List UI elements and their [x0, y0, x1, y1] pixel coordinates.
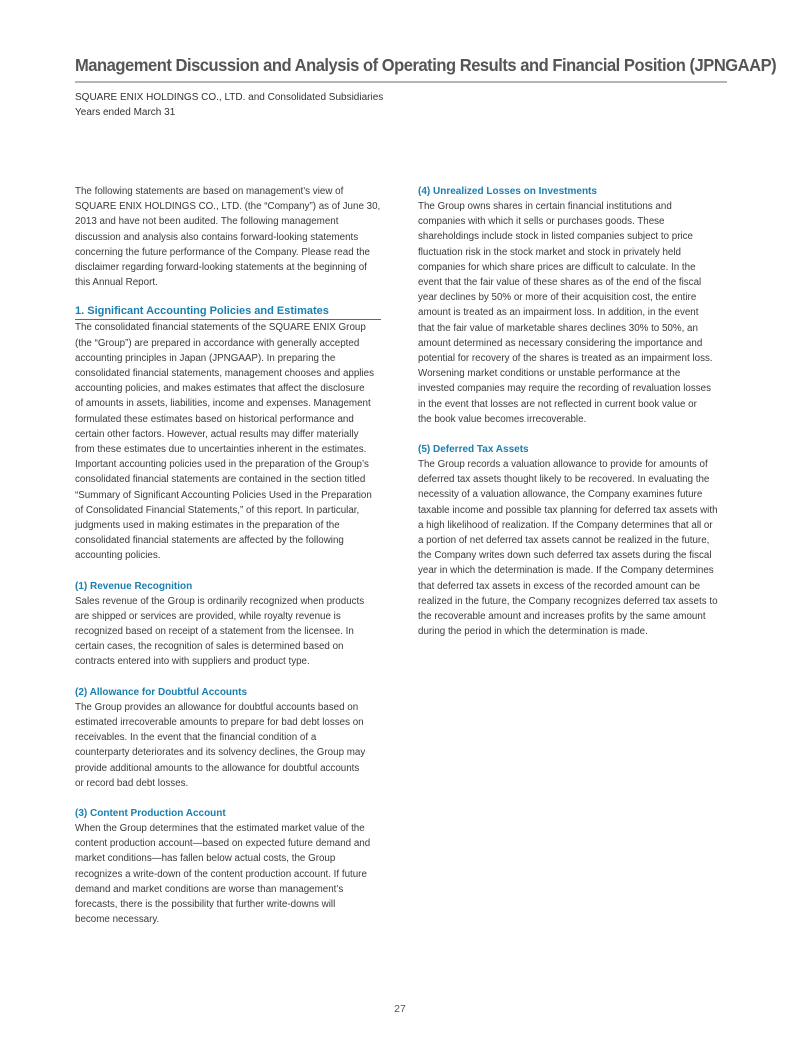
subsection-heading-revenue-recognition: (1) Revenue Recognition	[75, 580, 193, 592]
subsection-body-doubtful-accounts: The Group provides an allowance for doubtful accounts based on estimated irrecoverable amounts to prepare for bad debt losses on receivables. In the event that the financial condition of a counterparty deteriorates and its solvency declines, the Group may provide additional amounts to the allowance for doubtful accounts or record bad debt losses.	[75, 701, 366, 789]
subsection-heading-deferred-tax: (5) Deferred Tax Assets	[418, 444, 529, 456]
left-column	[75, 184, 385, 927]
page-header	[75, 53, 777, 120]
title-divider	[75, 81, 727, 83]
subsection-heading-content-production: (3) Content Production Account	[75, 807, 226, 819]
page-title: Management Discussion and Analysis of Operating Results and Financial Position (JPNGAAP)	[75, 55, 777, 75]
subsection-body-revenue-recognition: Sales revenue of the Group is ordinarily recognized when products are shipped or services are provided, while royalty revenue is recognized based on receipt of a statement from the licensee. In certain cases, the recognition of sales is determined based on contracts entered into with suppliers and product type.	[75, 595, 365, 668]
page-number: 27	[394, 1003, 406, 1015]
company-name: SQUARE ENIX HOLDINGS CO., LTD. and Consolidated Subsidiaries	[75, 92, 384, 103]
subsection-body-content-production: When the Group determines that the estimated market value of the content production account—based on expected future demand and market conditions—has fallen below actual costs, the Group recognizes a write-down of the content production account. If future demand and market conditions are worse than management’s forecasts, there is the possibility that further write-downs will become necessary.	[75, 822, 371, 926]
section-heading-accounting-policies: 1. Significant Accounting Policies and Estimates	[75, 304, 381, 320]
subsection-body-deferred-tax: The Group records a valuation allowance to provide for amounts of deferred tax assets thought likely to be recovered. In evaluating the necessity of a valuation allowance, the Company examines future taxable income and possible tax planning for deferred tax assets with a high likelihood of realization. If the Company determines that all or a portion of net deferred tax assets cannot be realized in the future, the Company writes down such deferred tax assets during the fiscal year in which the determination is made. If the Company determines that deferred tax assets in excess of the recorded amount can be realized in the future, the Company recognizes deferred tax assets to the recoverable amount and increases profits by the same amount during the period in which the determination is made.	[418, 459, 718, 638]
reporting-period: Years ended March 31	[75, 107, 176, 118]
subsection-body-unrealized-losses: The Group owns shares in certain financial institutions and companies with which it sells or purchases goods. These shareholdings include stock in listed companies subject to price fluctuation risk in the stock market and stock in privately held companies for which share prices are difficult to calculate. In the event that the fair value of these shares as of the end of the fiscal year declines by 50% or more of their acquisition cost, the entire amount is treated as an impairment loss. In addition, in the event that the fair value of marketable shares declines 30% to 50%, an amount determined as necessary considering the importance and potential for recovery of the shares is treated as an impairment loss. Worsening market conditions or unstable performance at the invested companies may require the recording of revaluation losses in the event that losses are not reflected in current book value or the book value becomes irrecoverable.	[418, 201, 713, 425]
subsection-heading-unrealized-losses: (4) Unrealized Losses on Investments	[418, 186, 597, 197]
intro-paragraph: The following statements are based on management’s view of SQUARE ENIX HOLDINGS CO., LTD. (the “Company”) as of June 30, 2013 and have not been audited. The following management discussion and analysis also contains forward-looking statements concerning the future performance of the Company. Please read the disclaimer regarding forward-looking statements at the beginning of this Annual Report.	[75, 186, 381, 289]
right-column	[418, 184, 728, 639]
section-body-accounting-policies: The consolidated financial statements of the SQUARE ENIX Group (the “Group”) are prepared in accordance with generally accepted accounting principles in Japan (JPNGAAP). In preparing the consolidated financial statements, management chooses and applies accounting policies, and makes estimates that affect the disclosure of amounts in assets, liabilities, income and expenses. Management formulated these estimates based on historical performance and certain other factors. However, actual results may differ materially from these estimates due to uncertainties inherent in the estimates. Important accounting policies used in the preparation of the Group’s consolidated financial statements are contained in the section titled “Summary of Significant Accounting Policies Used in the Preparation of Consolidated Financial Statements,” of this report. In particular, judgments used in making estimates in the preparation of the consolidated financial statements are affected by the following accounting policies.	[75, 322, 374, 562]
subsection-heading-doubtful-accounts: (2) Allowance for Doubtful Accounts	[75, 686, 248, 698]
